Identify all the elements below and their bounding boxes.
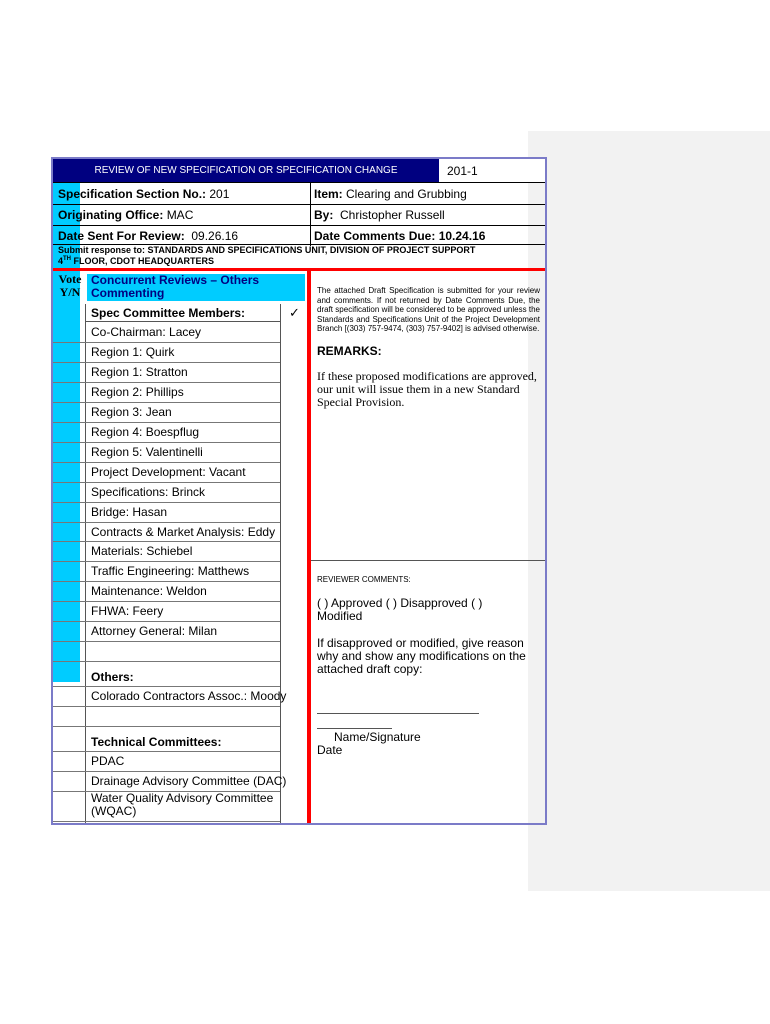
date-sent-value: 09.26.16 [191, 229, 239, 243]
member-item: Region 4: Boespflug [91, 424, 200, 439]
row-divider [53, 601, 280, 602]
row-divider [53, 522, 280, 523]
date-sent-field: Date Sent For Review: 09.26.16 [58, 229, 239, 243]
member-item: Region 2: Phillips [91, 384, 184, 399]
member-item: Traffic Engineering: Matthews [91, 564, 250, 579]
divider [311, 560, 547, 561]
row-divider [53, 422, 280, 423]
row-divider [53, 621, 280, 622]
date-due-field: Date Comments Due: 10.24.16 [314, 229, 486, 243]
row-divider [53, 402, 280, 403]
technical-item-line: Water Quality Advisory Committee [91, 790, 274, 805]
concurrent-reviews-header: Concurrent Reviews – Others Commenting [87, 274, 305, 301]
red-divider-vertical [307, 271, 311, 825]
remarks-label: REMARKS: [317, 344, 382, 358]
red-divider [53, 268, 547, 271]
row-divider [53, 362, 280, 363]
row-divider [53, 502, 280, 503]
by-field: By: Christopher Russell [314, 208, 445, 222]
form-title-banner: REVIEW OF NEW SPECIFICATION OR SPECIFICATION CHANGE [53, 159, 439, 182]
technical-item [91, 792, 273, 818]
originating-office-field: Originating Office: MAC [58, 208, 194, 222]
row-divider [53, 442, 280, 443]
member-item: Bridge: Hasan [91, 504, 168, 519]
member-item: Co-Chairman: Lacey [91, 325, 202, 339]
row-divider [53, 561, 280, 562]
originating-office-value: MAC [166, 208, 194, 222]
comment-pane [528, 131, 770, 891]
vote-header: Vote Y/N [58, 272, 82, 299]
member-item: Project Development: Vacant [91, 464, 246, 479]
spec-committee-header: Spec Committee Members: [91, 306, 246, 320]
reviewer-comments-label: REVIEWER COMMENTS: [317, 575, 411, 584]
row-divider [53, 382, 280, 383]
item-field: Item: Clearing and Grubbing [314, 187, 467, 201]
signature-line [317, 728, 392, 729]
technical-item: Drainage Advisory Committee (DAC) [91, 774, 287, 788]
member-item: Specifications: Brinck [91, 484, 206, 499]
technical-item: PDAC [91, 754, 125, 769]
remarks-text: If these proposed modifications are approved, our unit will issue them in a new Standard Special Provision. [317, 369, 537, 409]
technical-item-line: (WQAC) [91, 803, 137, 818]
row-divider [53, 751, 280, 752]
check-icon: ✓ [289, 305, 300, 320]
member-item: Region 1: Quirk [91, 344, 175, 359]
draft-notice: The attached Draft Specification is submitted for your review and comments. If not returned by Date Comments Due, the draft specification will be considered to be approved unless the Standards and Specifications Unit of the Project Development Branch [(303) 757-9474, (303) 757-9402] is advised otherwise. [317, 286, 540, 333]
row-divider [53, 661, 280, 662]
row-divider [53, 706, 280, 707]
submit-instructions: Submit response to: STANDARDS AND SPECIFICATIONS UNIT, DIVISION OF PROJECT SUPPORT 4TH FLOOR, CDOT HEADQUARTERS [58, 245, 476, 266]
others-header: Others: [91, 670, 134, 685]
item-value: Clearing and Grubbing [346, 187, 467, 201]
row-divider [53, 726, 280, 727]
row-divider [53, 462, 280, 463]
row-divider [53, 686, 280, 687]
form-code: 201-1 [439, 159, 547, 182]
date-due-value: 10.24.16 [438, 229, 486, 243]
member-item: FHWA: Feery [91, 604, 164, 619]
member-item: Contracts & Market Analysis: Eddy [91, 524, 276, 539]
divider [310, 182, 311, 246]
date-label: Date [317, 743, 343, 757]
row-divider [53, 342, 280, 343]
technical-committees-header: Technical Committees: [91, 735, 222, 750]
signature-label: Name/Signature [334, 730, 421, 744]
member-item: Region 5: Valentinelli [91, 444, 203, 459]
review-form [51, 157, 547, 825]
row-divider [53, 821, 280, 822]
member-item: Region 3: Jean [91, 404, 172, 419]
member-item: Region 1: Stratton [91, 364, 188, 379]
divider [85, 321, 280, 322]
member-item: Attorney General: Milan [91, 624, 218, 639]
spec-section-field: Specification Section No.: 201 [58, 187, 230, 201]
divider [280, 304, 281, 825]
others-item: Colorado Contractors Assoc.: Moody [91, 689, 287, 704]
by-value: Christopher Russell [340, 208, 445, 222]
approval-options: ( ) Approved ( ) Disapproved ( ) Modified [317, 596, 483, 623]
row-divider [53, 641, 280, 642]
divider [53, 182, 547, 183]
modification-instructions: If disapproved or modified, give reason why and show any modifications on the attached draft copy: [317, 636, 526, 676]
spec-section-value: 201 [209, 187, 230, 201]
member-item: Maintenance: Weldon [91, 584, 207, 599]
signature-line [317, 713, 479, 714]
row-divider [53, 541, 280, 542]
row-divider [53, 482, 280, 483]
row-divider [53, 771, 280, 772]
row-divider [53, 581, 280, 582]
member-item: Materials: Schiebel [91, 544, 193, 559]
